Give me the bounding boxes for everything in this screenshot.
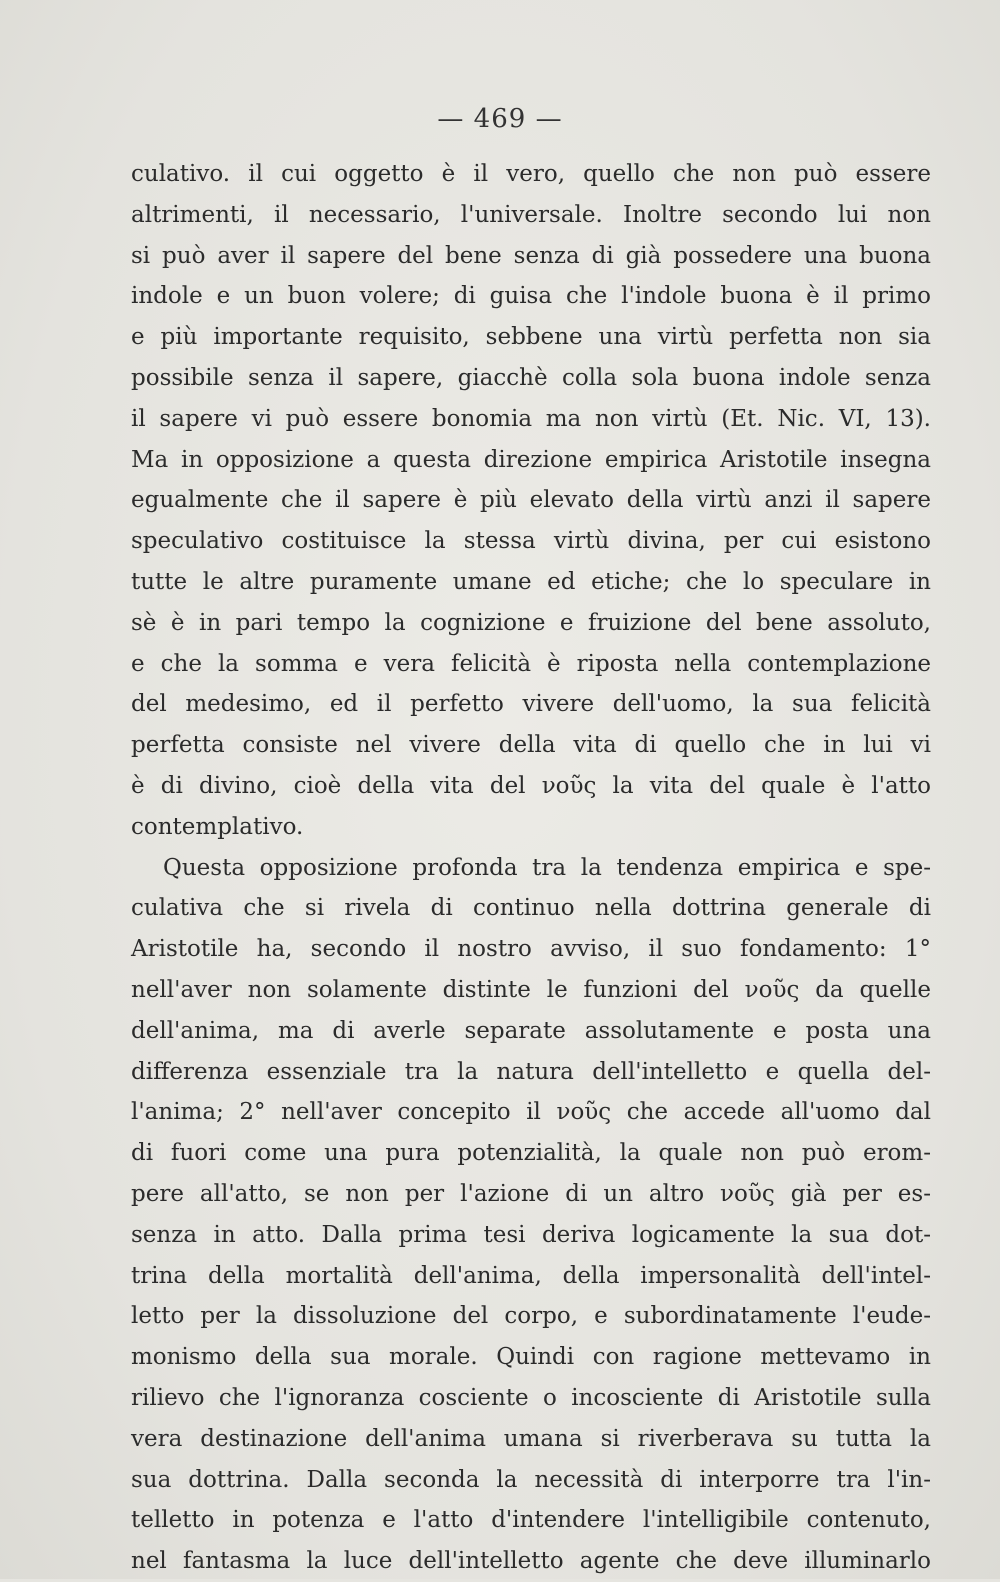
text-line: letto per la dissoluzione del corpo, e subordinatamente l'eude- xyxy=(131,1303,931,1330)
text-line: dell'anima, ma di averle separate assolutamente e posta una xyxy=(131,1017,931,1044)
text-line: egualmente che il sapere è più elevato della virtù anzi il sapere xyxy=(131,487,931,514)
text-line: Questa opposizione profonda tra la tendenza empirica e spe- xyxy=(163,854,931,881)
text-line: vera destinazione dell'anima umana si riverberava su tutta la xyxy=(131,1425,931,1452)
text-line: culativo. il cui oggetto è il vero, quello che non può essere xyxy=(131,161,931,187)
text-line: è di divino, cioè della vita del νοῦς la vita del quale è l'atto xyxy=(131,772,931,799)
text-line: Aristotile ha, secondo il nostro avviso, il suo fondamento: 1° xyxy=(131,936,931,963)
text-line: del medesimo, ed il perfetto vivere dell'uomo, la sua felicità xyxy=(131,691,931,718)
text-line: il sapere vi può essere bonomia ma non virtù (Et. Nic. VI, 13). xyxy=(131,405,931,432)
text-line: indole e un buon volere; di guisa che l'indole buona è il primo xyxy=(131,283,931,310)
text-line: possibile senza il sapere, giacchè colla sola buona indole senza xyxy=(131,364,931,391)
text-line: trina della mortalità dell'anima, della impersonalità dell'intel- xyxy=(131,1262,931,1289)
text-line: culativa che si rivela di continuo nella dottrina generale di xyxy=(131,895,931,922)
text-line: pere all'atto, se non per l'azione di un altro νοῦς già per es- xyxy=(131,1180,931,1207)
text-line: telletto in potenza e l'atto d'intendere l'intelligibile contenuto, xyxy=(131,1507,931,1534)
text-line: contemplativo. xyxy=(131,813,304,840)
body-text xyxy=(131,154,931,1582)
page-number: — 469 — xyxy=(437,104,563,134)
text-line: speculativo costituisce la stessa virtù divina, per cui esistono xyxy=(131,528,931,555)
text-line: Ma in opposizione a questa direzione empirica Aristotile insegna xyxy=(131,446,931,473)
text-line: nell'aver non solamente distinte le funzioni del νοῦς da quelle xyxy=(131,976,931,1003)
text-line: differenza essenziale tra la natura dell'intelletto e quella del- xyxy=(131,1058,931,1085)
text-line: e più importante requisito, sebbene una virtù perfetta non sia xyxy=(131,324,931,351)
text-line: e che la somma e vera felicità è riposta nella contemplazione xyxy=(131,650,931,677)
text-line: l'anima; 2° nell'aver concepito il νοῦς che accede all'uomo dal xyxy=(131,1099,931,1126)
text-line: rilievo che l'ignoranza cosciente o incosciente di Aristotile sulla xyxy=(131,1384,931,1411)
text-line: sè è in pari tempo la cognizione e fruizione del bene assoluto, xyxy=(131,609,931,636)
text-line: di fuori come una pura potenzialità, la quale non può erom- xyxy=(131,1140,931,1167)
text-line: tutte le altre puramente umane ed etiche; che lo speculare in xyxy=(131,568,931,595)
text-line: sua dottrina. Dalla seconda la necessità di interporre tra l'in- xyxy=(131,1466,931,1493)
text-line: senza in atto. Dalla prima tesi deriva logicamente la sua dot- xyxy=(131,1221,931,1248)
text-line: monismo della sua morale. Quindi con ragione mettevamo in xyxy=(131,1344,931,1371)
text-line: perfetta consiste nel vivere della vita di quello che in lui vi xyxy=(131,732,931,759)
text-line: nel fantasma la luce dell'intelletto agente che deve illuminarlo xyxy=(131,1548,931,1575)
text-line: altrimenti, il necessario, l'universale. Inoltre secondo lui non xyxy=(131,201,931,228)
text-line: si può aver il sapere del bene senza di già possedere una buona xyxy=(131,242,931,269)
